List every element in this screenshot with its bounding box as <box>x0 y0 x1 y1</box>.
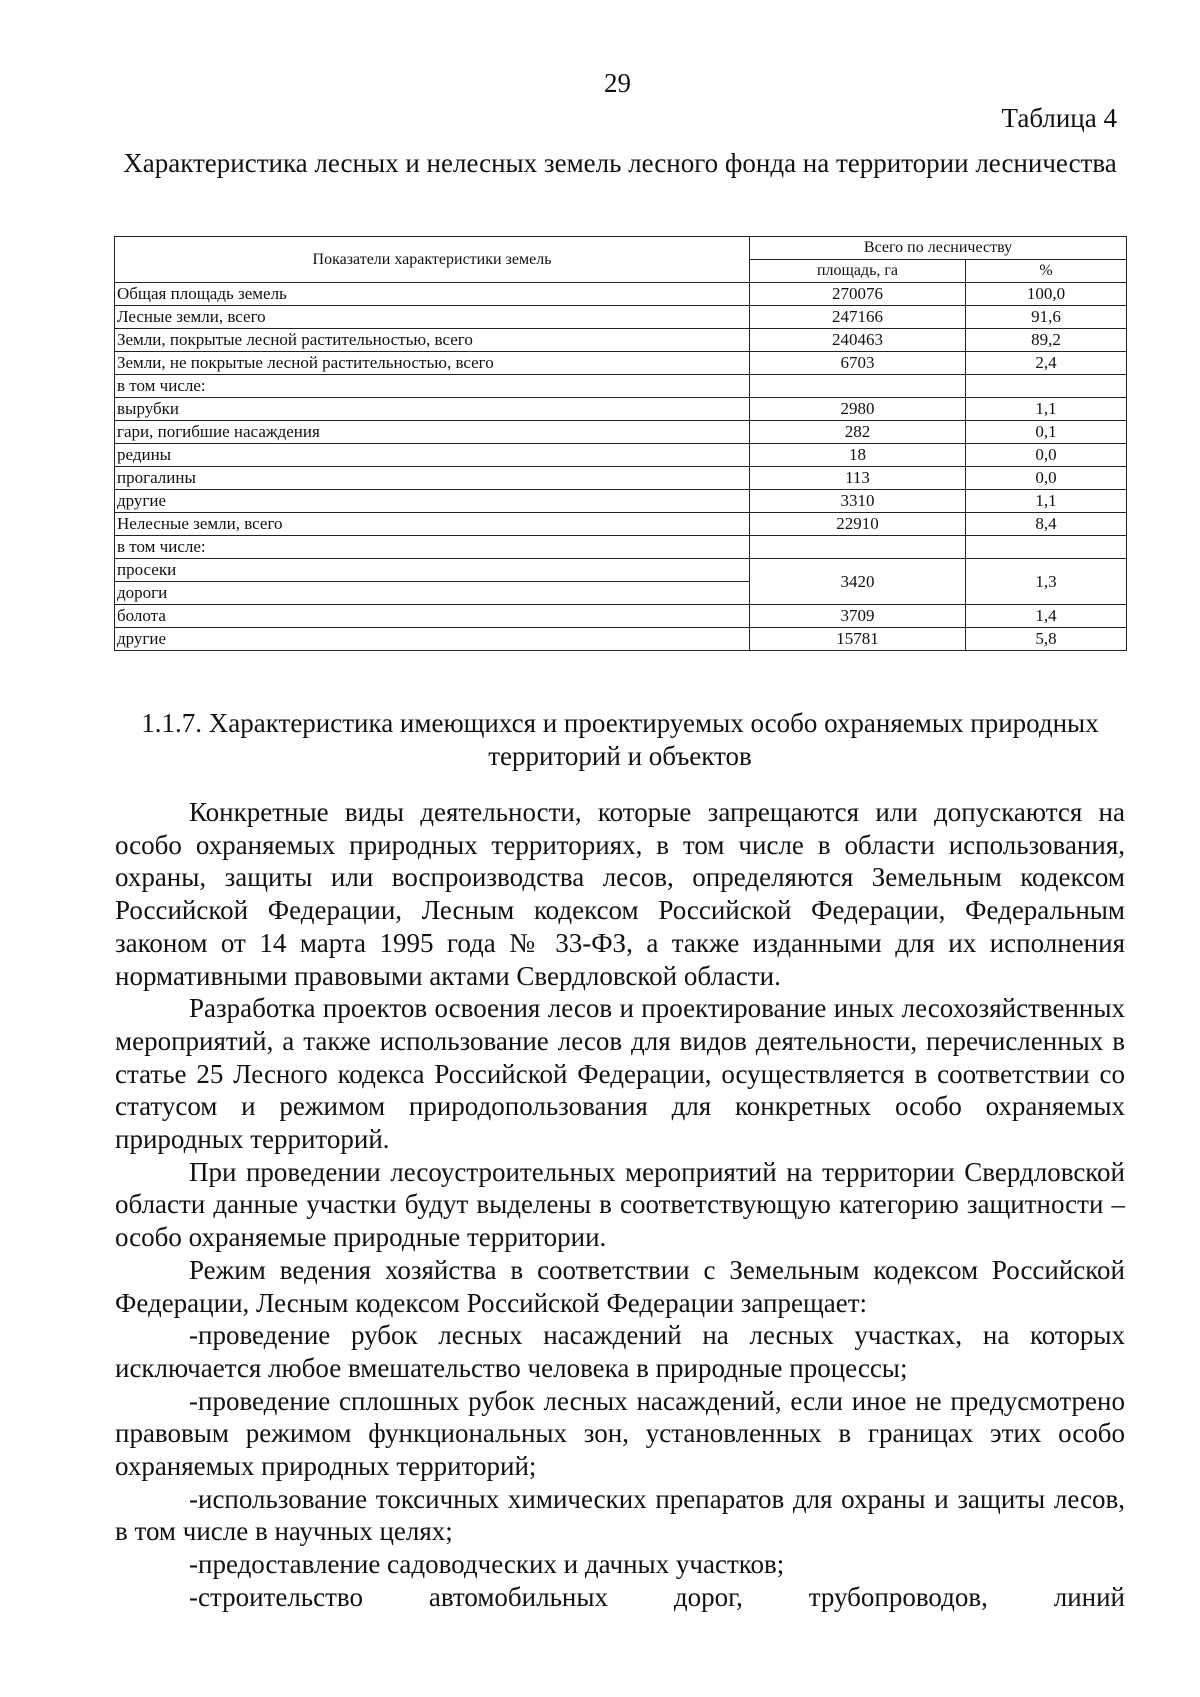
paragraph: Конкретные виды деятельности, которые запрещаются или допускаются на особо охраняемых природных территориях, в том числе в области использования, охраны, защиты или воспроизводства лесов, определяются Земельным кодексом Российской Федерации, Лесным кодексом Российской Федерации, Федеральным законом от 14 марта 1995 года № 33-ФЗ, а также изданными для их исполнения нормативными правовыми актами Свердловской области. <box>115 797 1125 991</box>
paragraph: Режим ведения хозяйства в соответствии с Земельным кодексом Российской Федерации, Лесным кодексом Российской Федерации запрещает: <box>115 1254 1125 1318</box>
paragraph: Разработка проектов освоения лесов и проектирование иных лесохозяйственных мероприятий, а также использование лесов для видов деятельности, перечисленных в статье 25 Лесного кодекса Российской Федерации, осуществляется в соответствии со статусом и режимом природопользования для конкретных особо охраняемых природных территорий. <box>115 993 1125 1155</box>
table-label: Таблица 4 <box>1001 103 1117 133</box>
table-row <box>115 375 1127 398</box>
row-area: 6703 <box>750 352 966 375</box>
land-characteristics-table <box>114 236 1127 651</box>
row-area: 3310 <box>750 490 966 513</box>
row-label: Общая площадь земель <box>115 283 750 306</box>
row-area <box>750 375 966 398</box>
table-row <box>115 421 1127 444</box>
paragraph: -предоставление садоводческих и дачных участков; <box>189 1549 785 1580</box>
row-label: в том числе: <box>115 375 750 398</box>
row-label: дороги <box>115 582 750 605</box>
header-indicator: Показатели характеристики земель <box>115 237 750 283</box>
table-row <box>115 559 1127 582</box>
row-label: другие <box>115 490 750 513</box>
row-label: в том числе: <box>115 536 750 559</box>
row-area: 282 <box>750 421 966 444</box>
section-title: 1.1.7. Характеристика имеющихся и проектируемых особо охраняемых природных территорий и объектов <box>141 708 1099 771</box>
row-area: 2980 <box>750 398 966 421</box>
table-header-row <box>115 237 1127 260</box>
row-area: 3709 <box>750 605 966 628</box>
row-percent: 91,6 <box>966 306 1127 329</box>
row-area: 247166 <box>750 306 966 329</box>
row-percent: 0,0 <box>966 444 1127 467</box>
row-percent: 5,8 <box>966 628 1127 651</box>
row-label: просеки <box>115 559 750 582</box>
page-number: 29 <box>604 68 631 98</box>
row-percent: 0,0 <box>966 467 1127 490</box>
row-area: 15781 <box>750 628 966 651</box>
table-row <box>115 605 1127 628</box>
table-row <box>115 352 1127 375</box>
row-percent: 0,1 <box>966 421 1127 444</box>
paragraph: -проведение рубок лесных насаждений на лесных участках, на которых исключается любое вмешательство человека в природные процессы; <box>115 1320 1125 1383</box>
header-group: Всего по лесничеству <box>750 237 1127 260</box>
row-label: редины <box>115 444 750 467</box>
table-title: Характеристика лесных и нелесных земель лесного фонда на территории лесничества <box>123 148 1117 178</box>
table-row <box>115 283 1127 306</box>
paragraph: -проведение сплошных рубок лесных насаждений, если иное не предусмотрено правовым режимом функциональных зон, установленных в границах этих особо охраняемых природных территорий; <box>115 1385 1125 1482</box>
row-label: прогалины <box>115 467 750 490</box>
table-body <box>115 283 1127 651</box>
table-row <box>115 467 1127 490</box>
table-row <box>115 306 1127 329</box>
paragraph: При проведении лесоустроительных мероприятий на территории Свердловской области данные участки будут выделены в соответствующую категорию защитности – особо охраняемые природные территории. <box>115 1156 1125 1253</box>
row-label: другие <box>115 628 750 651</box>
row-area: 240463 <box>750 329 966 352</box>
row-area: 270076 <box>750 283 966 306</box>
row-percent <box>966 375 1127 398</box>
row-label: гари, погибшие насаждения <box>115 421 750 444</box>
row-label: Земли, покрытые лесной растительностью, всего <box>115 329 750 352</box>
row-percent: 1,4 <box>966 605 1127 628</box>
row-area: 3420 <box>750 559 966 605</box>
row-label: Нелесные земли, всего <box>115 513 750 536</box>
table-row <box>115 490 1127 513</box>
row-label: Лесные земли, всего <box>115 306 750 329</box>
table-row <box>115 536 1127 559</box>
row-percent: 2,4 <box>966 352 1127 375</box>
row-percent: 1,1 <box>966 398 1127 421</box>
row-percent: 89,2 <box>966 329 1127 352</box>
row-percent: 1,3 <box>966 559 1127 605</box>
table-row <box>115 398 1127 421</box>
body-text <box>115 796 1125 1614</box>
row-percent <box>966 536 1127 559</box>
paragraph: -строительство автомобильных дорог, трубопроводов, линий <box>189 1581 1125 1612</box>
row-percent: 8,4 <box>966 513 1127 536</box>
row-area <box>750 536 966 559</box>
table-row <box>115 329 1127 352</box>
row-area: 22910 <box>750 513 966 536</box>
header-area: площадь, га <box>750 260 966 283</box>
row-percent: 1,1 <box>966 490 1127 513</box>
table-row <box>115 628 1127 651</box>
header-percent: % <box>966 260 1127 283</box>
table-row <box>115 444 1127 467</box>
row-label: Земли, не покрытые лесной растительностью, всего <box>115 352 750 375</box>
row-area: 18 <box>750 444 966 467</box>
row-label: вырубки <box>115 398 750 421</box>
row-percent: 100,0 <box>966 283 1127 306</box>
row-label: болота <box>115 605 750 628</box>
table-row <box>115 513 1127 536</box>
row-area: 113 <box>750 467 966 490</box>
paragraph: -использование токсичных химических препаратов для охраны и защиты лесов, в том числе в научных целях; <box>115 1483 1125 1547</box>
